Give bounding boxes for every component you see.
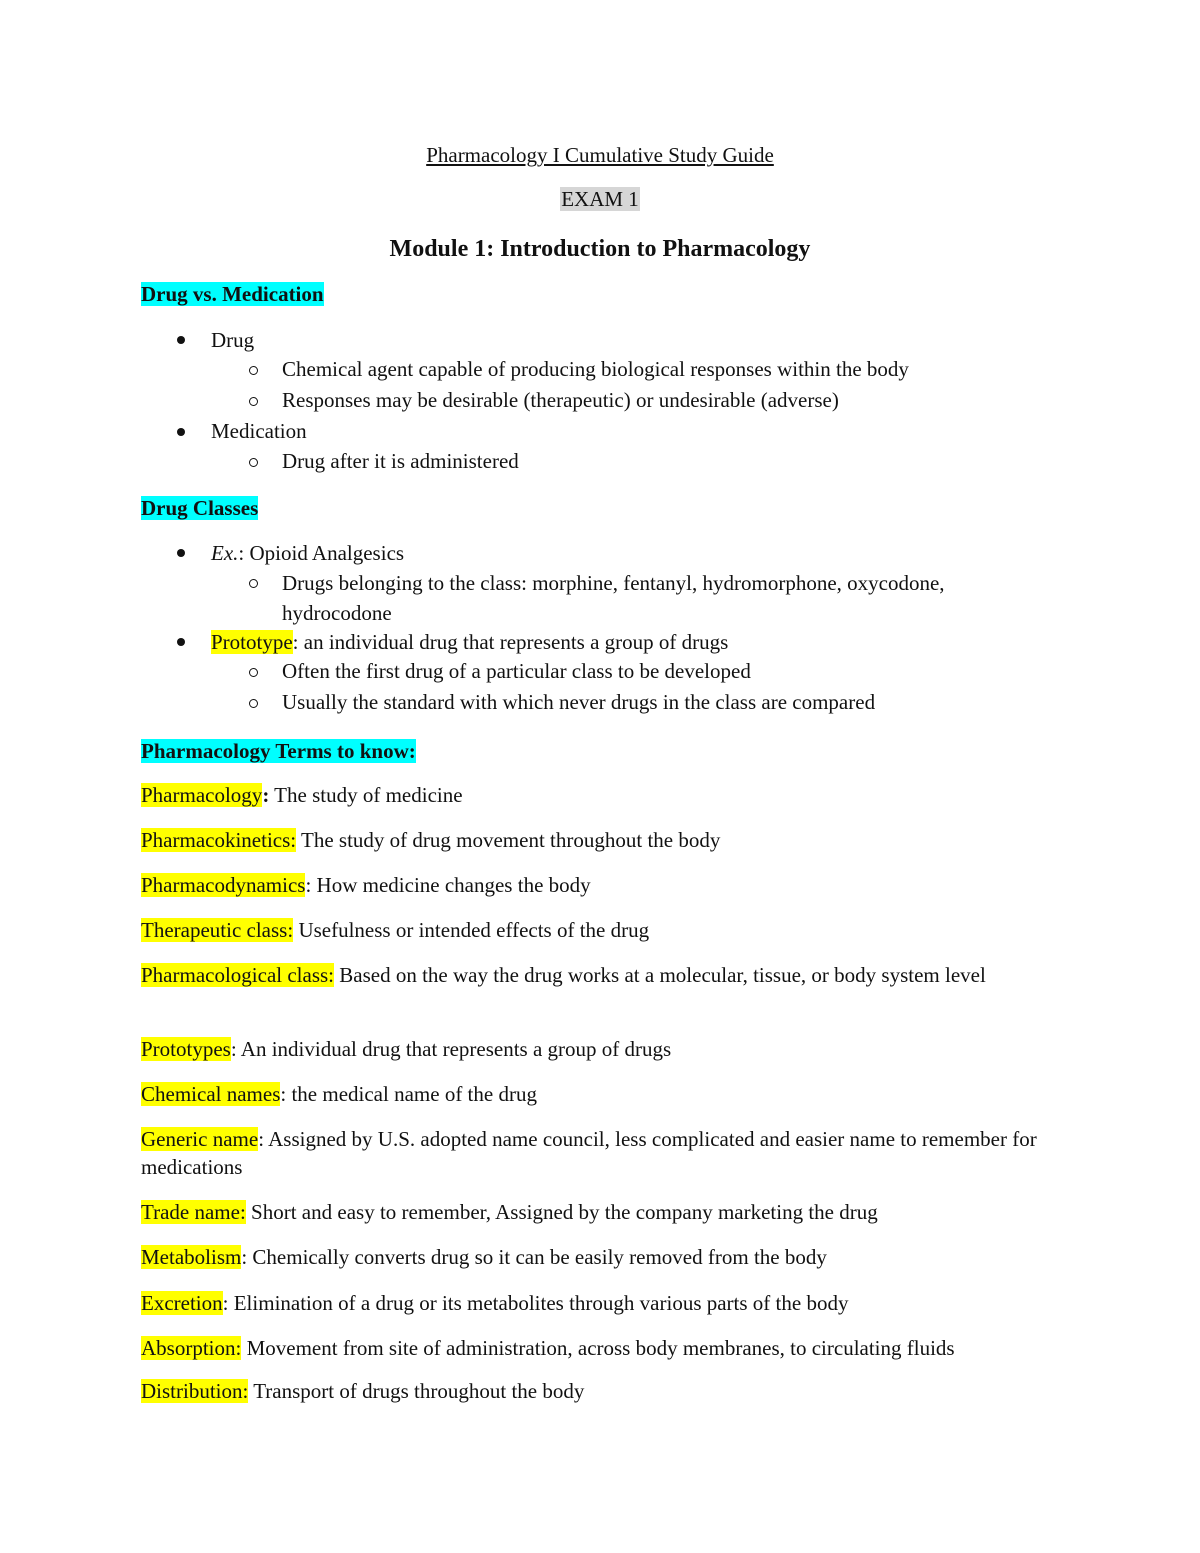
term-definition <box>141 1334 1101 1362</box>
sub-list-item: Drugs belonging to the class: morphine, fentanyl, hydromorphone, oxycodone, <box>282 571 945 595</box>
highlighted-term: Therapeutic class: <box>141 918 294 942</box>
highlighted-term: Distribution: <box>141 1379 249 1403</box>
term-definition <box>141 1035 1071 1063</box>
term-text: Based on the way the drug works at a molecular, tissue, or body system level <box>334 963 986 987</box>
term-separator: : <box>222 1291 229 1315</box>
sub-list-item: Chemical agent capable of producing biological responses within the body <box>282 357 909 381</box>
sub-list-item: Responses may be desirable (therapeutic) or undesirable (adverse) <box>282 388 839 412</box>
example-prefix: Ex. <box>211 541 239 565</box>
list-item-drug: Drug <box>211 328 255 352</box>
term-definition <box>141 1377 1071 1405</box>
term-definition <box>141 1080 1071 1108</box>
bullet-icon <box>177 638 185 646</box>
sub-bullet-icon <box>249 579 258 588</box>
section-heading-text: Drug Classes <box>141 496 259 520</box>
sub-list-item: Drug after it is administered <box>282 449 519 473</box>
term-text: Movement from site of administration, across body membranes, to circulating fluids <box>241 1336 955 1360</box>
document-title: Pharmacology I Cumulative Study Guide <box>426 143 774 167</box>
highlighted-term: Pharmacology <box>141 783 263 807</box>
section-heading-drug-classes <box>141 494 258 522</box>
prototype-text: : an individual drug that represents a group of drugs <box>292 630 729 654</box>
term-text: the medical name of the drug <box>286 1082 537 1106</box>
term-definition <box>141 1289 1071 1317</box>
list-item-prototype <box>211 628 728 656</box>
list-item-medication: Medication <box>211 419 307 443</box>
term-separator: : <box>305 873 312 897</box>
sub-bullet-icon <box>249 668 258 677</box>
term-separator: : <box>258 1127 265 1151</box>
term-definition <box>141 1125 1071 1181</box>
highlighted-term: Prototype <box>211 630 293 654</box>
highlighted-term: Pharmacokinetics: <box>141 828 297 852</box>
term-definition <box>141 871 1071 899</box>
highlighted-term: Excretion <box>141 1291 223 1315</box>
sub-list-item-continuation: hydrocodone <box>282 601 392 625</box>
term-text: Assigned by U.S. adopted name council, less complicated and easier name to remember for medications <box>141 1127 1037 1179</box>
exam-label: EXAM 1 <box>561 187 639 211</box>
sub-bullet-icon <box>249 699 258 708</box>
term-definition <box>141 1243 1071 1271</box>
section-heading-terms <box>141 737 416 765</box>
sub-bullet-icon <box>249 458 258 467</box>
term-text: An individual drug that represents a group of drugs <box>236 1037 672 1061</box>
section-heading-text: Drug vs. Medication <box>141 282 324 306</box>
term-text: Elimination of a drug or its metabolites through various parts of the body <box>228 1291 849 1315</box>
highlighted-term: Generic name <box>141 1127 259 1151</box>
term-definition <box>141 916 1071 944</box>
highlighted-term: Trade name: <box>141 1200 246 1224</box>
bullet-icon <box>177 428 185 436</box>
sub-list-item: Usually the standard with which never drugs in the class are compared <box>282 690 876 714</box>
term-definition <box>141 961 1071 989</box>
term-text: Usefulness or intended effects of the drug <box>293 918 650 942</box>
term-definition <box>141 826 1071 854</box>
example-text: : Opioid Analgesics <box>238 541 405 565</box>
term-separator: : <box>241 1245 248 1269</box>
term-text: Short and easy to remember, Assigned by the company marketing the drug <box>245 1200 878 1224</box>
exam-label-row <box>0 185 1200 213</box>
section-heading-text: Pharmacology Terms to know: <box>141 739 416 763</box>
sub-bullet-icon <box>249 397 258 406</box>
highlighted-term: Chemical names <box>141 1082 281 1106</box>
term-separator: : <box>280 1082 287 1106</box>
highlighted-term: Pharmacodynamics <box>141 873 306 897</box>
list-item-example <box>211 539 404 567</box>
highlighted-term: Pharmacological class: <box>141 963 335 987</box>
term-separator: : <box>262 783 270 807</box>
sub-list-item: Often the first drug of a particular class to be developed <box>282 659 751 683</box>
term-text: The study of medicine <box>269 783 463 807</box>
section-heading-drug-vs-medication <box>141 280 324 308</box>
highlighted-term: Absorption: <box>141 1336 242 1360</box>
term-definition <box>141 781 1071 809</box>
term-text: Chemically converts drug so it can be easily removed from the body <box>247 1245 827 1269</box>
bullet-icon <box>177 336 185 344</box>
highlighted-term: Prototypes <box>141 1037 231 1061</box>
sub-bullet-icon <box>249 366 258 375</box>
highlighted-term: Metabolism <box>141 1245 242 1269</box>
term-text: Transport of drugs throughout the body <box>248 1379 585 1403</box>
term-definition <box>141 1198 1071 1226</box>
term-separator: : <box>230 1037 237 1061</box>
bullet-icon <box>177 549 185 557</box>
module-title: Module 1: Introduction to Pharmacology <box>389 236 811 262</box>
term-text: The study of drug movement throughout the body <box>296 828 721 852</box>
term-text: How medicine changes the body <box>311 873 591 897</box>
